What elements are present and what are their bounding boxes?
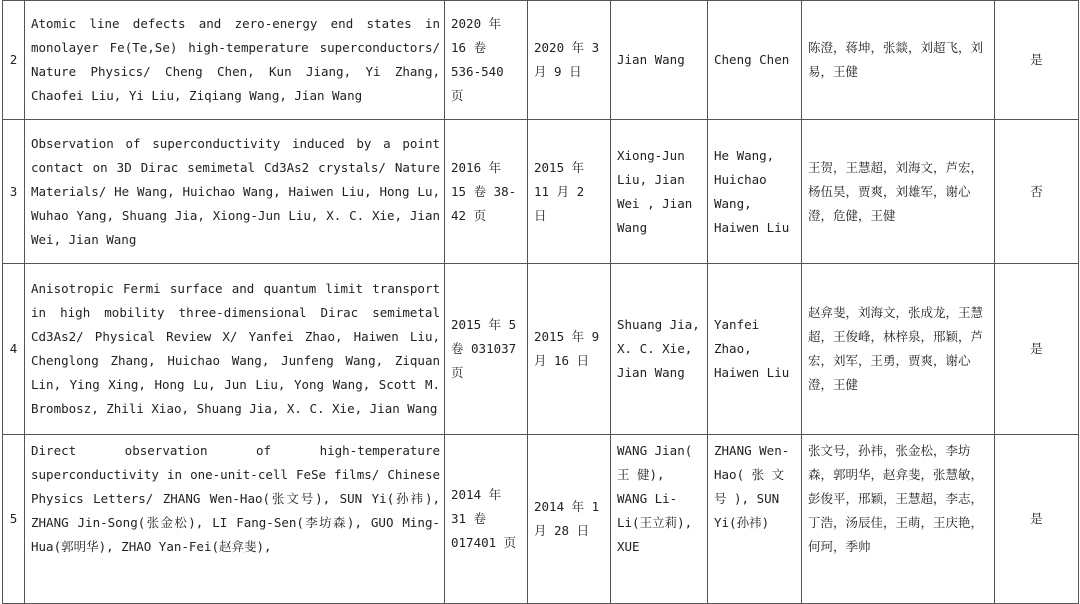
participants: 张文号，孙祎，张金松，李坊森，郭明华，赵弇斐，张慧敏，彭俊平，邢颖，王慧超，李志，丁浩，汤辰佳，王萌，王庆艳，何珂，季帅 <box>802 435 995 604</box>
volume-pages: 2014 年 31 卷 017401 页 <box>445 435 528 604</box>
corresponding-author: Jian Wang <box>611 1 708 120</box>
corresponding-author: WANG Jian( 王 健), WANG Li-Li(王立莉), XUE <box>611 435 708 604</box>
volume-pages: 2016 年 15 卷 38-42 页 <box>445 120 528 264</box>
publish-date: 2015 年 11 月 2 日 <box>528 120 611 264</box>
publish-date: 2014 年 1 月 28 日 <box>528 435 611 604</box>
paper-citation: Direct observation of high-temperature superconductivity in one-unit-cell FeSe films/ Chinese Physics Letters/ ZHANG Wen-Hao(张文号), SUN Yi(孙祎), ZHANG Jin-Song(张金松), LI Fang-Sen(李坊森), GUO Ming-Hua(郭明华), ZHAO Yan-Fei(赵弇斐), <box>25 435 445 604</box>
paper-citation: Observation of superconductivity induced by a point contact on 3D Dirac semimetal Cd3As2 crystals/ Nature Materials/ He Wang, Huichao Wang, Haiwen Liu, Hong Lu, Wuhao Yang, Shuang Jia, Xiong-Jun Liu, X. C. Xie, Jian Wei, Jian Wang <box>25 120 445 264</box>
participants: 陈澄，蒋坤，张燚，刘超飞，刘易，王健 <box>802 1 995 120</box>
flag-value: 是 <box>995 1 1079 120</box>
row-number: 3 <box>3 120 25 264</box>
row-number: 4 <box>3 264 25 435</box>
first-author: Yanfei Zhao, Haiwen Liu <box>708 264 802 435</box>
publish-date: 2020 年 3 月 9 日 <box>528 1 611 120</box>
flag-value: 否 <box>995 120 1079 264</box>
volume-pages: 2015 年 5 卷 031037 页 <box>445 264 528 435</box>
table-row <box>3 264 1079 435</box>
corresponding-author: Xiong-Jun Liu, Jian Wei , Jian Wang <box>611 120 708 264</box>
publish-date: 2015 年 9 月 16 日 <box>528 264 611 435</box>
first-author: He Wang, Huichao Wang, Haiwen Liu <box>708 120 802 264</box>
participants: 赵弇斐，刘海文，张成龙，王慧超，王俊峰，林梓泉，邢颖，芦宏，刘军，王勇，贾爽，谢心澄，王健 <box>802 264 995 435</box>
row-number: 5 <box>3 435 25 604</box>
volume-pages: 2020 年 16 卷 536-540 页 <box>445 1 528 120</box>
paper-citation: Anisotropic Fermi surface and quantum limit transport in high mobility three-dimensional Dirac semimetal Cd3As2/ Physical Review X/ Yanfei Zhao, Haiwen Liu, Chenglong Zhang, Huichao Wang, Junfeng Wang, Ziquan Lin, Ying Xing, Hong Lu, Jun Liu, Yong Wang, Scott M. Brombosz, Zhili Xiao, Shuang Jia, X. C. Xie, Jian Wang <box>25 264 445 435</box>
paper-citation: Atomic line defects and zero-energy end states in monolayer Fe(Te,Se) high-temperature superconductors/ Nature Physics/ Cheng Chen, Kun Jiang, Yi Zhang, Chaofei Liu, Yi Liu, Ziqiang Wang, Jian Wang <box>25 1 445 120</box>
participants: 王贺，王慧超，刘海文，芦宏，杨伍昊，贾爽，刘雄军，谢心澄，危健，王健 <box>802 120 995 264</box>
flag-value: 是 <box>995 264 1079 435</box>
flag-value: 是 <box>995 435 1079 604</box>
first-author: ZHANG Wen-Hao( 张 文 号 ), SUN Yi(孙祎) <box>708 435 802 604</box>
row-number: 2 <box>3 1 25 120</box>
table-row <box>3 120 1079 264</box>
corresponding-author: Shuang Jia, X. C. Xie, Jian Wang <box>611 264 708 435</box>
first-author: Cheng Chen <box>708 1 802 120</box>
table-row <box>3 435 1079 604</box>
achievements-table <box>2 0 1079 604</box>
table-row <box>3 1 1079 120</box>
